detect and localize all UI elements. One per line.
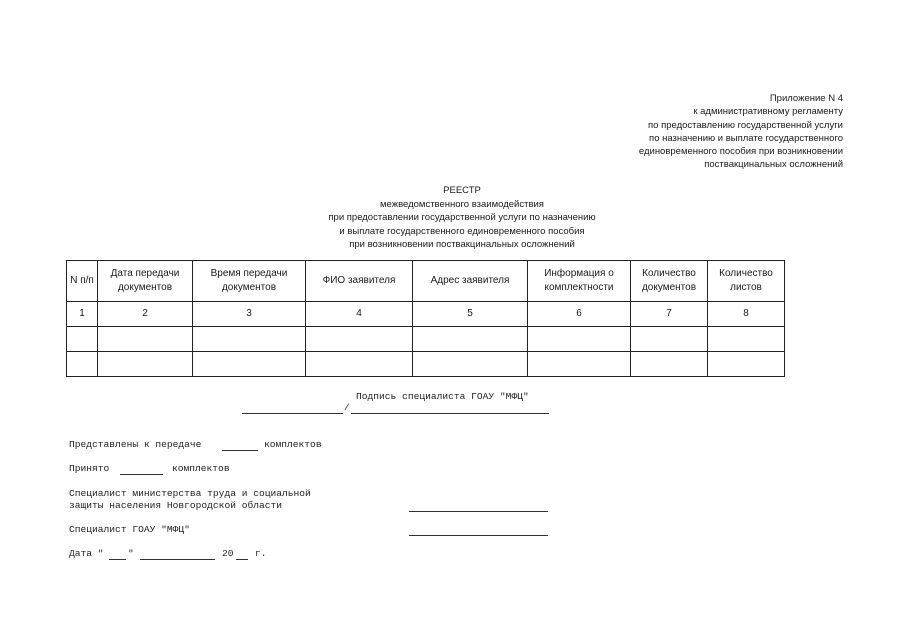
header-cell: Информация о комплектности [528,261,631,302]
table-number-row [67,302,785,327]
header-cell: Время передачи документов [193,261,306,302]
empty-cell [413,327,528,352]
title-line: при возникновении поствакцинальных осложнений [349,239,575,250]
ministry-specialist-line2: защиты населения Новгородской области [69,500,283,511]
signature-separator: / [344,402,350,413]
presented-suffix: комплектов [264,439,322,450]
table-row [67,327,785,352]
header-cell: Количество документов [631,261,708,302]
ministry-specialist-line1: Специалист министерства труда и социальной [69,488,311,499]
presented-blank-line [222,450,258,451]
presented-text: Представлены к передаче [69,439,202,450]
header-cell: Адрес заявителя [413,261,528,302]
header-cell: Дата передачи документов [98,261,193,302]
header-cell: ФИО заявителя [306,261,413,302]
signature-label: Подпись специалиста ГОАУ "МФЦ" [356,391,529,402]
number-cell: 5 [413,302,528,327]
date-quote: " [128,548,134,559]
number-cell: 7 [631,302,708,327]
accepted-suffix: комплектов [172,463,230,474]
date-year-prefix: 20 [222,548,234,559]
empty-cell [193,327,306,352]
accepted-blank-line [120,474,163,475]
date-year-line [236,559,248,560]
empty-cell [708,327,785,352]
signature-blank-line [242,413,343,414]
empty-cell [631,352,708,377]
date-month-line [140,559,215,560]
date-suffix: г. [255,548,267,559]
appendix-line: Приложение N 4 [769,93,843,104]
header-cell: N п/п [67,261,98,302]
accepted-text: Принято [69,463,110,474]
title-line: при предоставлении государственной услуги по назначению [328,212,596,223]
empty-cell [67,327,98,352]
document-title [262,184,662,252]
appendix-line: поствакцинальных осложнений [704,159,843,171]
empty-cell [193,352,306,377]
title-line: и выплате государственного единовременного пособия [339,225,585,237]
empty-cell [67,352,98,377]
empty-cell [306,352,413,377]
table-row [67,352,785,377]
title-line: РЕЕСТР [443,185,481,196]
empty-cell [631,327,708,352]
appendix-header [523,92,843,172]
number-cell: 3 [193,302,306,327]
appendix-line: единовременного пособия при возникновении [638,146,843,158]
ministry-signature-line [409,511,548,512]
appendix-line: по предоставлению государственной услуги [648,119,843,131]
number-cell: 1 [67,302,98,327]
signature-name-line [351,413,549,414]
appendix-line: к административному регламенту [693,106,843,118]
date-day-line [109,559,126,560]
registry-table [66,260,785,377]
title-line: межведомственного взаимодействия [380,198,544,210]
empty-cell [528,327,631,352]
empty-cell [98,352,193,377]
number-cell: 6 [528,302,631,327]
empty-cell [528,352,631,377]
header-cell: Количество листов [708,261,785,302]
mfc-signature-line [409,535,548,536]
number-cell: 4 [306,302,413,327]
empty-cell [708,352,785,377]
empty-cell [306,327,413,352]
number-cell: 2 [98,302,193,327]
empty-cell [413,352,528,377]
number-cell: 8 [708,302,785,327]
table-header-row [67,261,785,302]
date-prefix: Дата " [69,548,104,559]
empty-cell [98,327,193,352]
mfc-specialist-text: Специалист ГОАУ "МФЦ" [69,524,190,535]
appendix-line: по назначению и выплате государственного [649,132,843,144]
